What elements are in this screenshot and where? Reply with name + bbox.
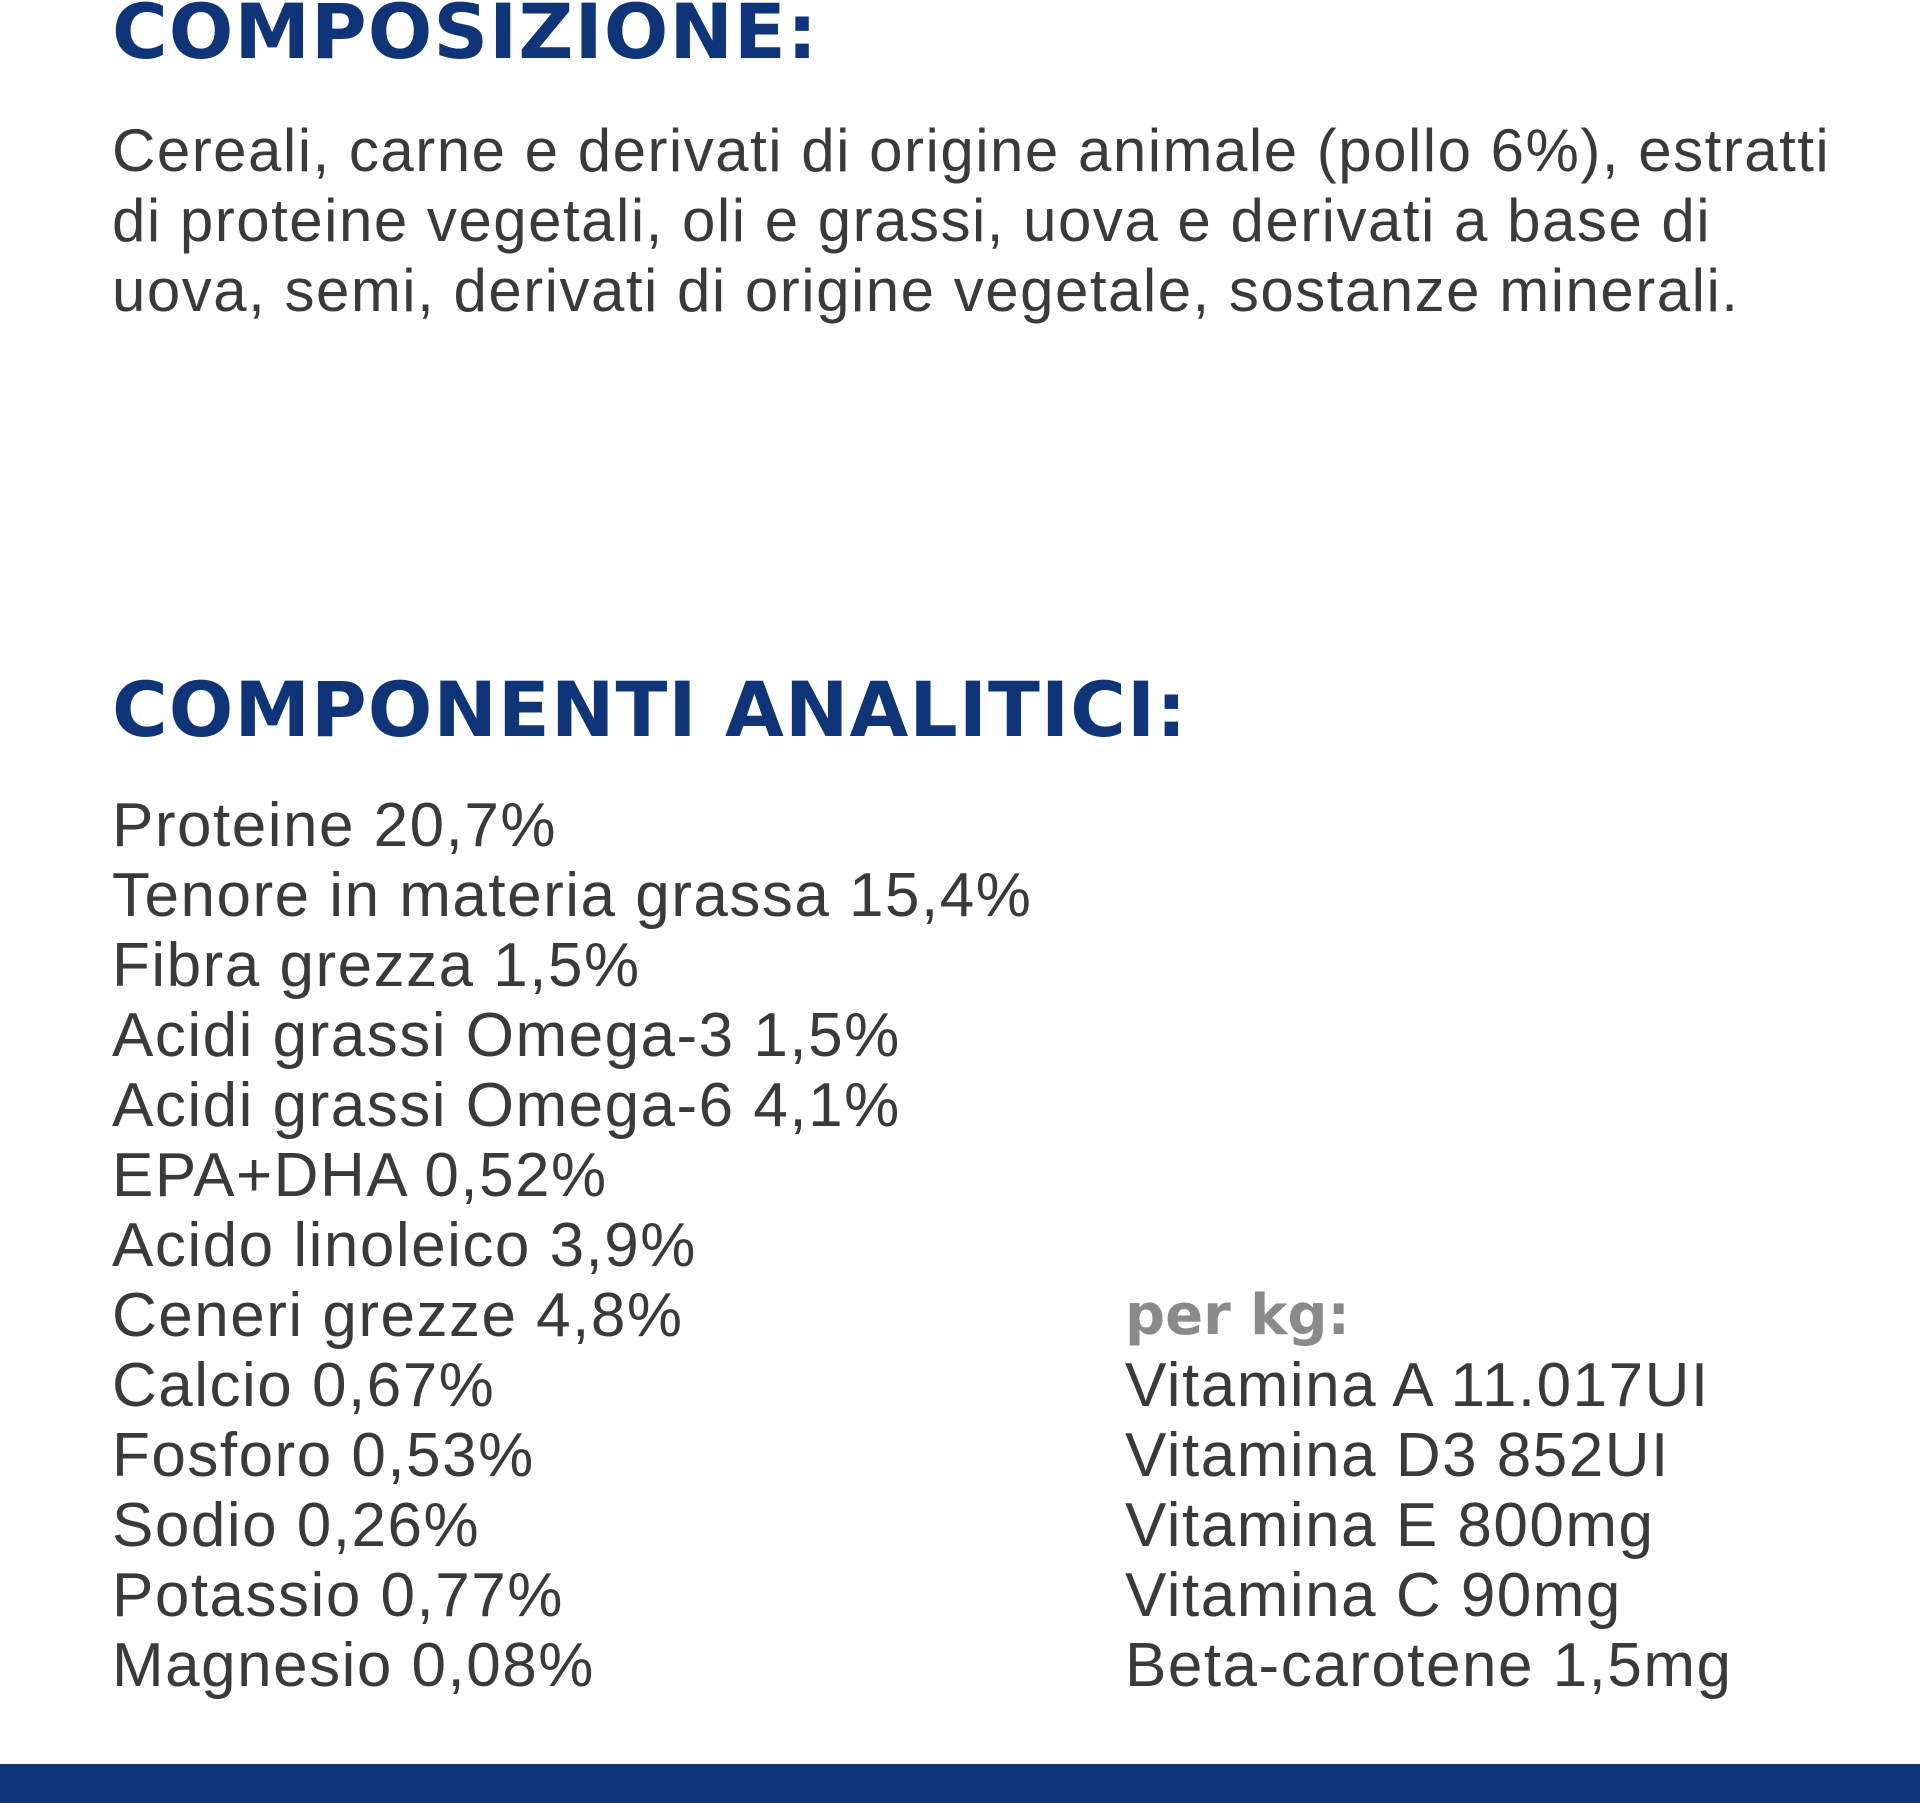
analytic-item-grassi: Tenore in materia grassa 15,4% — [112, 861, 1033, 930]
analytic-item-acido-linoleico: Acido linoleico 3,9% — [112, 1211, 697, 1280]
vitamin-item-d3: Vitamina D3 852UI — [1125, 1421, 1670, 1490]
vitamin-item-c: Vitamina C 90mg — [1125, 1561, 1622, 1630]
analytic-item-omega-6: Acidi grassi Omega-6 4,1% — [112, 1071, 901, 1140]
analytic-components-heading: COMPONENTI ANALITICI: — [112, 665, 1188, 754]
footer-bar — [0, 1764, 1920, 1803]
vitamins-block — [1125, 1281, 1733, 1701]
composition-text: Cereali, carne e derivati di origine animale (pollo 6%), estratti di proteine vegetali, oli e grassi, uova e derivati a base di uova, semi, derivati di origine vegetale, sostanze minerali. — [112, 117, 1831, 324]
vitamin-item-a: Vitamina A 11.017UI — [1125, 1351, 1710, 1420]
per-kg-label: per kg: — [1125, 1283, 1350, 1348]
analytic-item-proteine: Proteine 20,7% — [112, 791, 557, 860]
analytic-item-fibra: Fibra grezza 1,5% — [112, 931, 641, 1000]
analytic-item-fosforo: Fosforo 0,53% — [112, 1421, 535, 1490]
analytic-item-epa-dha: EPA+DHA 0,52% — [112, 1141, 608, 1210]
analytic-item-ceneri: Ceneri grezze 4,8% — [112, 1281, 684, 1350]
composition-heading: COMPOSIZIONE: — [112, 0, 819, 76]
analytic-item-omega-3: Acidi grassi Omega-3 1,5% — [112, 1001, 901, 1070]
vitamins-list — [1125, 1351, 1733, 1701]
analytic-item-potassio: Potassio 0,77% — [112, 1561, 564, 1630]
analytic-components-list — [112, 791, 1032, 1701]
analytic-item-magnesio: Magnesio 0,08% — [112, 1631, 595, 1700]
vitamin-item-e: Vitamina E 800mg — [1125, 1491, 1655, 1560]
analytic-item-calcio: Calcio 0,67% — [112, 1351, 496, 1420]
vitamin-item-beta-carotene: Beta-carotene 1,5mg — [1125, 1631, 1733, 1700]
analytic-item-sodio: Sodio 0,26% — [112, 1491, 481, 1560]
